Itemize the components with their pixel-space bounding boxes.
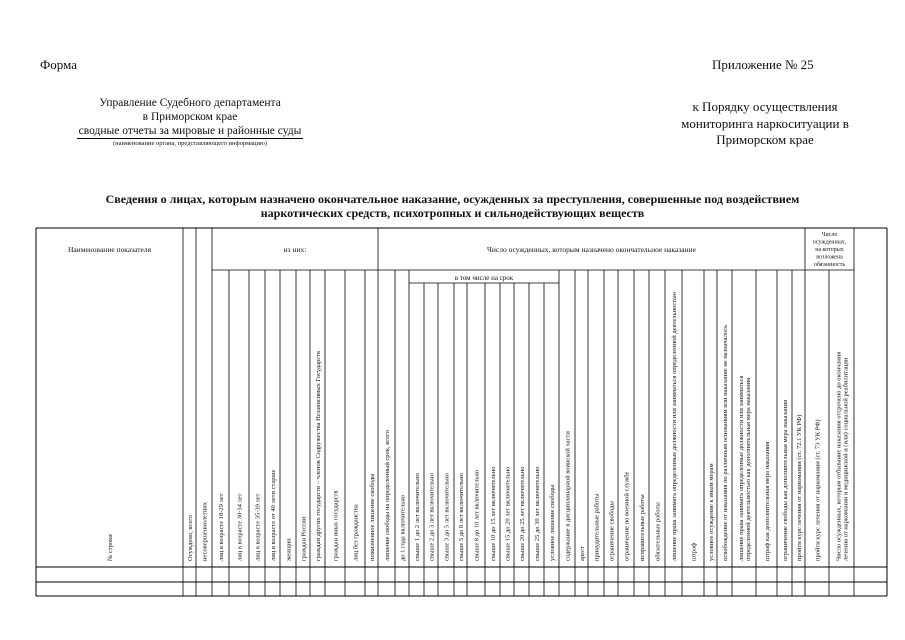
column-header-6: лиц в возрасте 35-39 лет [254,493,262,561]
column-header-40: пройти курс лечения от наркомании (ст. 72.1 УК РФ) [796,414,803,561]
column-header-29: ограничение свободы [608,501,616,561]
column-header-1: № строки [107,534,114,561]
column-header-2: Осуждено, всего [187,515,194,561]
column-header-4: лиц в возрасте 18-29 лет [218,493,225,561]
column-header-39: ограничение свободы как дополнительная мера наказания [782,400,789,561]
group-obligation: возложена [816,254,843,261]
column-header-38: штраф как дополнительная мера наказания [764,441,771,561]
column-header-9: граждан России [300,516,308,561]
column-header-27: арест [579,546,586,561]
column-header-8: женщин [285,538,293,561]
column-header-36: освобождение от наказания по различным основаниям или наказание не назначалось [722,324,729,561]
org-line: в Приморском крае [142,111,238,123]
column-header-11: граждан иных государств [332,490,340,561]
column-header-30: ограничение по военной службе [623,471,631,561]
column-header-23: свыше 20 до 25 лет включительно [519,466,526,561]
column-header-7: лиц в возрасте от 40 лети старше [270,469,277,561]
group-obligation: Число [821,232,838,238]
column-header-17: свыше 2 до 3 лет включительно [428,473,436,561]
title-line: Сведения о лицах, которым назначено окончательное наказание, осужденных за преступления, совершенные под воздействием [105,192,800,206]
column-header-19: свыше 5 до 8 лет включительно [458,473,465,561]
column-header-42: Число осужденных, которым отбывание наказания отсрочено до окончания [835,351,843,561]
column-header-34: штраф [690,542,698,561]
column-header-3: несовершеннолетних [201,501,209,561]
column-header-14: лишение свободы на определенный срок, всего [384,430,391,561]
group-obligation: осужденных, [812,239,847,246]
group-obligation: обязанность [813,262,846,268]
column-header-12: лиц без гражданства [352,504,360,561]
form-label: Форма [40,57,77,72]
column-header-22: свыше 15 до 20 лет включительно [504,466,512,561]
column-header-5: лиц в возрасте 30-34 лет [236,493,244,561]
column-header-13: пожизненное лишение свободы [369,473,376,561]
order-line: мониторинга наркоситуации в [681,115,849,131]
group-iz-nih: из них: [283,245,307,254]
column-header-24: свыше 25 до 30 лет включительно [534,466,541,561]
group-obligation: на которых [815,247,844,253]
column-header-31: исправительные работы [639,494,646,561]
column-header-35: условное осуждение к иным мерам [708,463,715,561]
column-header-20: свыше 8 до 10 лет включительно [473,469,481,561]
org-line: сводные отчеты за мировые и районные суды [78,125,302,137]
group-term: в том числе на срок [454,274,514,282]
column-header-26: содержание в дисциплинарной воинской части [564,431,572,561]
order-line: Приморском крае [716,132,814,147]
column-header-25: условное лишение свободы [549,484,556,561]
appendix-label: Приложение № 25 [712,57,814,72]
title-line: наркотических средств, психотропных и сильнодействующих веществ [260,206,645,220]
column-header-32: обязательные работы [654,502,662,561]
column-header-33: лишение права занимать определенные должности или заниматься определенной деятельностью [671,292,678,561]
indicator-header: Наименование показателя [67,245,152,254]
column-header-10: граждан других государств – членов Содружества Независимых Государств [315,351,322,561]
column-header-42: лечения от наркомании и медицинской и (или) социальной реабилитации [842,357,850,561]
column-header-37: лишение права занимать определенные должности или заниматься [738,375,745,561]
column-header-28: принудительные работы [593,493,601,561]
org-caption: (наименование органа, представляющего информацию) [112,140,268,147]
column-header-16: свыше 1 до 2 лет включительно [414,473,421,561]
order-line: к Порядку осуществления [692,99,838,114]
column-header-41: пройти курс лечения от наркомании (ст. 73 УК РФ) [814,419,822,561]
org-line: Управление Судебного департамента [99,97,281,109]
group-final-punishment: Число осужденных, которым назначено окончательное наказание [487,245,696,254]
column-header-18: свыше 3 до 5 лет включительно [443,473,451,561]
column-header-37: определенной деятельностью как дополнительная мера наказания [745,377,752,561]
column-header-15: до 1 года включительно [399,495,407,561]
column-header-21: свыше 10 до 15 лет включительно [490,466,497,561]
